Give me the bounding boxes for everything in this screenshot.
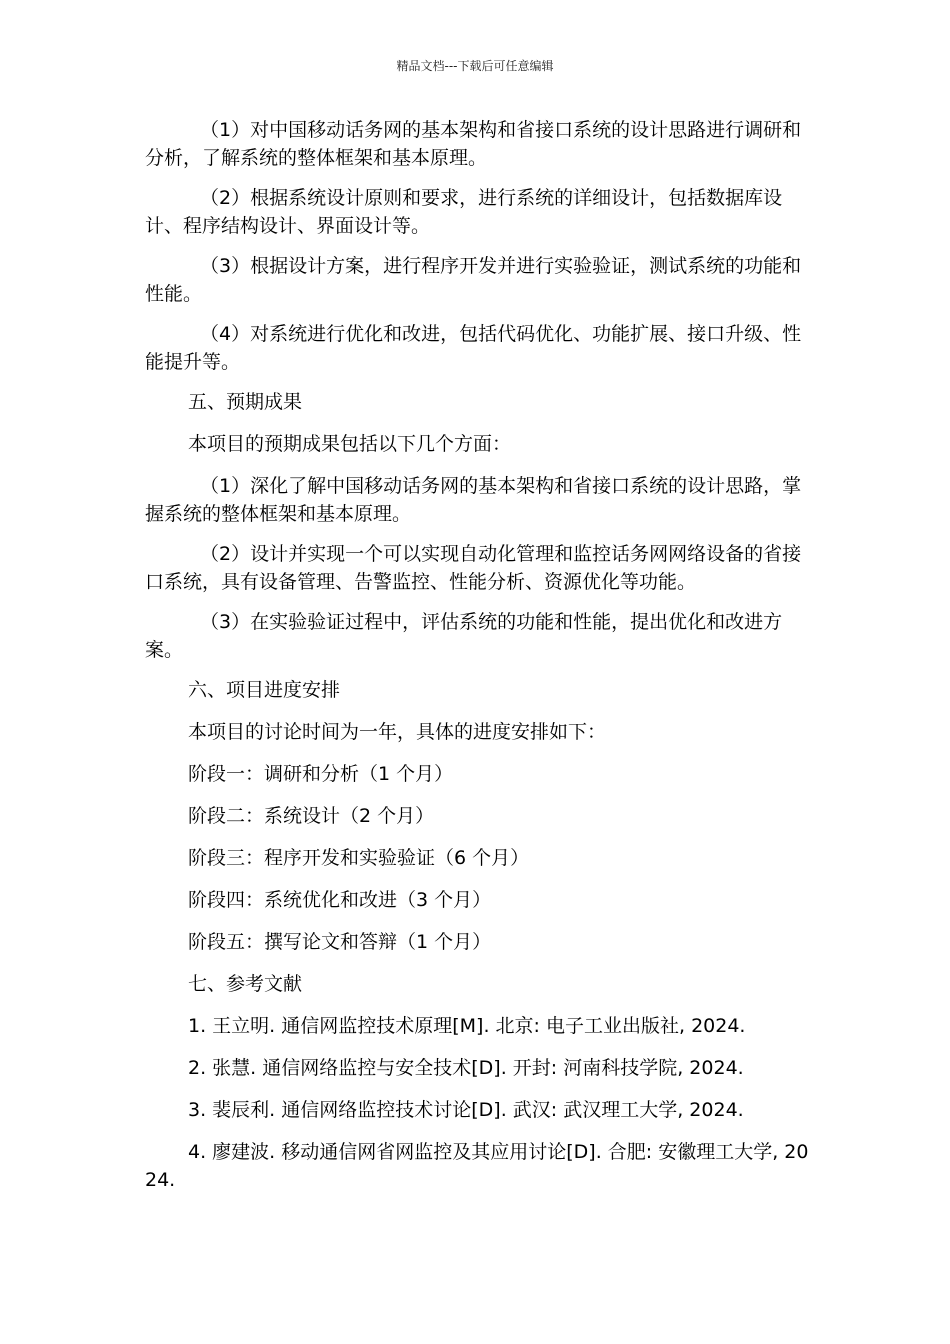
paragraph-research-step-1: （1）对中国移动话务网的基本架构和省接口系统的设计思路进行调研和分析，了解系统的整体框架和基本原理。 — [145, 119, 802, 169]
reference-item-4: 4. 廖建波. 移动通信网省网监控及其应用讨论[D]. 合肥: 安徽理工大学, 2024. — [145, 1141, 809, 1191]
paragraph-schedule-intro: 本项目的讨论时间为一年，具体的进度安排如下： — [188, 721, 607, 743]
schedule-stage-3: 阶段三：程序开发和实验验证（6 个月） — [188, 847, 530, 869]
schedule-stage-2: 阶段二：系统设计（2 个月） — [188, 805, 435, 827]
page-header: 精品文档---下载后可任意编辑 — [396, 59, 554, 73]
document-body — [145, 116, 817, 1206]
reference-item-1: 1. 王立明. 通信网监控技术原理[M]. 北京: 电子工业出版社, 2024. — [188, 1015, 746, 1037]
schedule-stage-1: 阶段一：调研和分析（1 个月） — [188, 763, 454, 785]
paragraph-research-step-2: （2）根据系统设计原则和要求，进行系统的详细设计，包括数据库设计、程序结构设计、界面设计等。 — [145, 187, 783, 237]
section-heading-schedule: 六、项目进度安排 — [188, 679, 341, 701]
section-heading-references: 七、参考文献 — [188, 973, 303, 995]
reference-item-2: 2. 张慧. 通信网络监控与安全技术[D]. 开封: 河南科技学院, 2024. — [188, 1057, 744, 1079]
paragraph-expected-result-2: （2）设计并实现一个可以实现自动化管理和监控话务网网络设备的省接口系统，具有设备管理、告警监控、性能分析、资源优化等功能。 — [145, 543, 802, 593]
paragraph-expected-result-1: （1）深化了解中国移动话务网的基本架构和省接口系统的设计思路，掌握系统的整体框架和基本原理。 — [145, 475, 802, 525]
paragraph-research-step-3: （3）根据设计方案，进行程序开发并进行实验验证，测试系统的功能和性能。 — [145, 255, 802, 305]
paragraph-research-step-4: （4）对系统进行优化和改进，包括代码优化、功能扩展、接口升级、性能提升等。 — [145, 323, 802, 373]
paragraph-expected-result-3: （3）在实验验证过程中，评估系统的功能和性能，提出优化和改进方案。 — [145, 611, 783, 661]
schedule-stage-5: 阶段五：撰写论文和答辩（1 个月） — [188, 931, 492, 953]
reference-item-3: 3. 裴辰利. 通信网络监控技术讨论[D]. 武汉: 武汉理工大学, 2024. — [188, 1099, 744, 1121]
section-heading-expected-results: 五、预期成果 — [188, 391, 303, 413]
schedule-stage-4: 阶段四：系统优化和改进（3 个月） — [188, 889, 492, 911]
paragraph-expected-results-intro: 本项目的预期成果包括以下几个方面： — [188, 433, 512, 455]
